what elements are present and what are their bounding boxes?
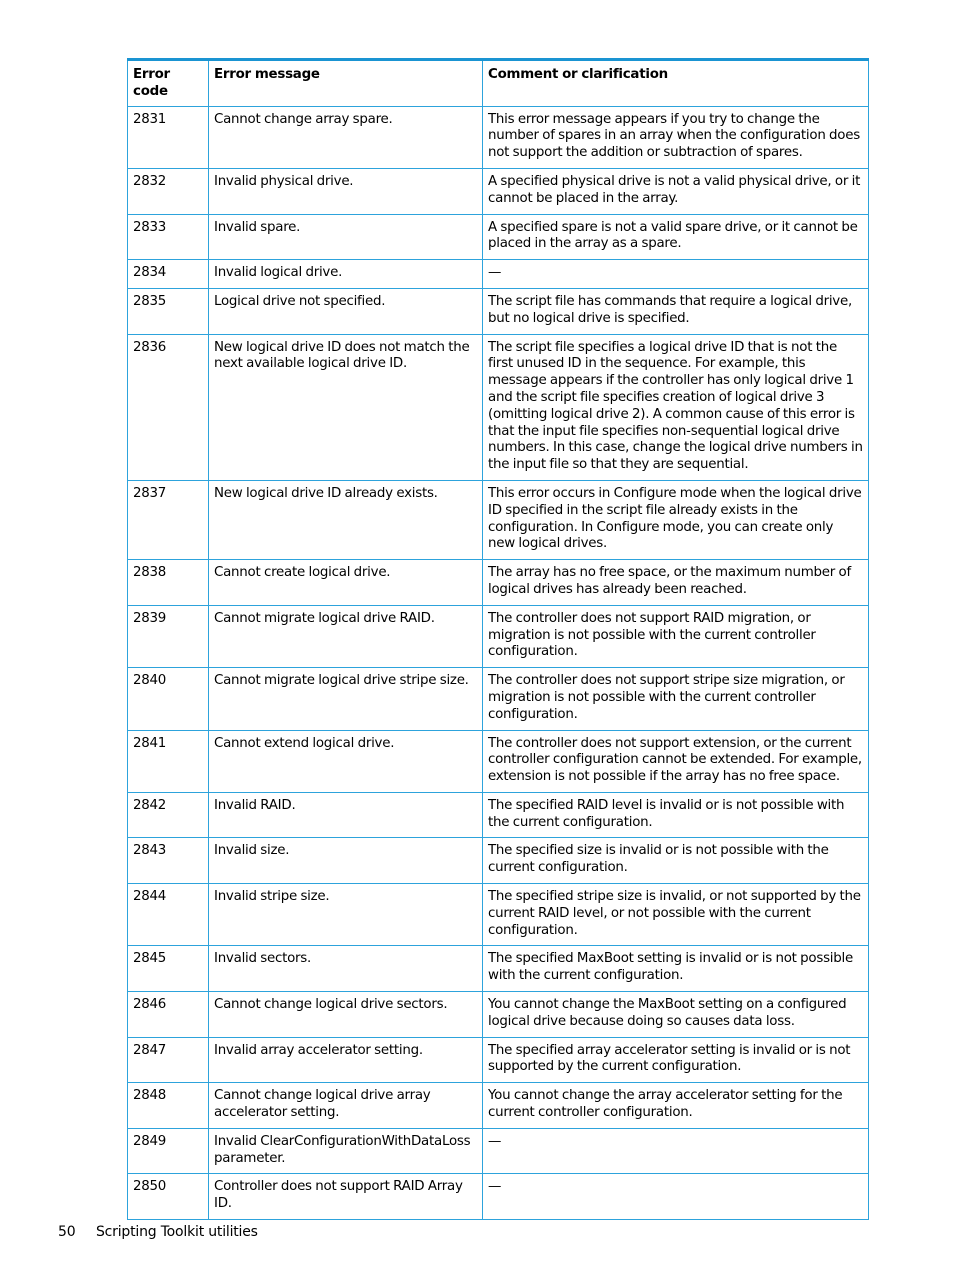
table-row (128, 668, 869, 730)
comment-cell: — (483, 260, 869, 289)
comment-cell: The specified stripe size is invalid, or not supported by the current RAID level, or not possible with the current configuration. (483, 884, 869, 946)
error-code-cell: 2843 (128, 838, 209, 884)
error-message-cell: Cannot extend logical drive. (209, 730, 483, 792)
error-code-cell: 2840 (128, 668, 209, 730)
page-number: 50 (58, 1224, 76, 1240)
error-code-cell: 2839 (128, 605, 209, 667)
comment-cell: This error occurs in Configure mode when the logical drive ID specified in the script file already exists in the configuration. In Configure mode, you can create only new logical drives. (483, 480, 869, 559)
table-body (128, 106, 869, 1219)
table-row (128, 1083, 869, 1129)
error-code-cell: 2841 (128, 730, 209, 792)
table-row (128, 730, 869, 792)
error-message-cell: New logical drive ID does not match the next available logical drive ID. (209, 334, 483, 480)
table-row (128, 838, 869, 884)
error-code-cell: 2838 (128, 560, 209, 606)
error-message-cell: Invalid physical drive. (209, 168, 483, 214)
table-row (128, 1174, 869, 1220)
error-message-cell: Controller does not support RAID Array ID. (209, 1174, 483, 1220)
comment-cell: — (483, 1128, 869, 1174)
comment-cell: The script file has commands that require a logical drive, but no logical drive is specified. (483, 288, 869, 334)
error-code-cell: 2844 (128, 884, 209, 946)
error-message-cell: Invalid spare. (209, 214, 483, 260)
error-message-cell: Invalid array accelerator setting. (209, 1037, 483, 1083)
error-message-cell: Cannot change array spare. (209, 106, 483, 168)
comment-cell: A specified spare is not a valid spare drive, or it cannot be placed in the array as a spare. (483, 214, 869, 260)
error-message-cell: Logical drive not specified. (209, 288, 483, 334)
header-error-message: Error message (209, 60, 483, 107)
comment-cell: The specified size is invalid or is not possible with the current configuration. (483, 838, 869, 884)
error-message-cell: Invalid ClearConfigurationWithDataLoss parameter. (209, 1128, 483, 1174)
comment-cell: The controller does not support extension, or the current controller configuration cannot be extended. For example, extension is not possible if the array has no free space. (483, 730, 869, 792)
error-message-cell: Cannot migrate logical drive stripe size. (209, 668, 483, 730)
comment-cell: This error message appears if you try to change the number of spares in an array when the configuration does not support the addition or subtraction of spares. (483, 106, 869, 168)
error-code-cell: 2845 (128, 946, 209, 992)
error-code-cell: 2846 (128, 992, 209, 1038)
section-title: Scripting Toolkit utilities (96, 1224, 258, 1240)
comment-cell: — (483, 1174, 869, 1220)
error-code-cell: 2842 (128, 792, 209, 838)
error-message-cell: Invalid sectors. (209, 946, 483, 992)
comment-cell: The specified MaxBoot setting is invalid or is not possible with the current configuration. (483, 946, 869, 992)
comment-cell: The array has no free space, or the maximum number of logical drives has already been reached. (483, 560, 869, 606)
comment-cell: The controller does not support stripe size migration, or migration is not possible with the current controller configuration. (483, 668, 869, 730)
error-message-cell: Cannot change logical drive sectors. (209, 992, 483, 1038)
error-code-table (127, 58, 868, 1220)
error-code-cell: 2835 (128, 288, 209, 334)
error-message-cell: Invalid size. (209, 838, 483, 884)
table-row (128, 946, 869, 992)
error-message-cell: Invalid logical drive. (209, 260, 483, 289)
error-message-cell: Invalid stripe size. (209, 884, 483, 946)
error-message-cell: Cannot migrate logical drive RAID. (209, 605, 483, 667)
comment-cell: You cannot change the array accelerator setting for the current controller configuration. (483, 1083, 869, 1129)
error-message-cell: Cannot change logical drive array accelerator setting. (209, 1083, 483, 1129)
error-code-cell: 2836 (128, 334, 209, 480)
table-row (128, 106, 869, 168)
error-code-cell: 2837 (128, 480, 209, 559)
table-row (128, 792, 869, 838)
table-row (128, 334, 869, 480)
error-code-cell: 2849 (128, 1128, 209, 1174)
comment-cell: A specified physical drive is not a valid physical drive, or it cannot be placed in the array. (483, 168, 869, 214)
table-row (128, 168, 869, 214)
page-footer (58, 1223, 258, 1241)
error-table (127, 58, 869, 1220)
table-header-row (128, 60, 869, 107)
error-code-cell: 2848 (128, 1083, 209, 1129)
error-code-cell: 2832 (128, 168, 209, 214)
table-row (128, 605, 869, 667)
table-row (128, 288, 869, 334)
table-row (128, 1128, 869, 1174)
comment-cell: The controller does not support RAID migration, or migration is not possible with the current controller configuration. (483, 605, 869, 667)
error-message-cell: New logical drive ID already exists. (209, 480, 483, 559)
error-code-cell: 2834 (128, 260, 209, 289)
error-code-cell: 2833 (128, 214, 209, 260)
table-row (128, 884, 869, 946)
error-code-cell: 2850 (128, 1174, 209, 1220)
error-code-cell: 2847 (128, 1037, 209, 1083)
error-message-cell: Invalid RAID. (209, 792, 483, 838)
header-error-code: Error code (128, 60, 209, 107)
header-comment: Comment or clarification (483, 60, 869, 107)
table-row (128, 260, 869, 289)
comment-cell: You cannot change the MaxBoot setting on a configured logical drive because doing so causes data loss. (483, 992, 869, 1038)
table-row (128, 214, 869, 260)
error-code-cell: 2831 (128, 106, 209, 168)
comment-cell: The specified array accelerator setting is invalid or is not supported by the current configuration. (483, 1037, 869, 1083)
comment-cell: The specified RAID level is invalid or is not possible with the current configuration. (483, 792, 869, 838)
comment-cell: The script file specifies a logical drive ID that is not the first unused ID in the sequence. For example, this message appears if the controller has only logical drive 1 and the script file specifies creation of logical drive 3 (omitting logical drive 2). A common cause of this error is that the input file specifies non-sequential logical drive numbers. In this case, change the logical drive numbers in the input file so that they are sequential. (483, 334, 869, 480)
table-row (128, 480, 869, 559)
table-row (128, 560, 869, 606)
table-row (128, 1037, 869, 1083)
error-message-cell: Cannot create logical drive. (209, 560, 483, 606)
table-row (128, 992, 869, 1038)
